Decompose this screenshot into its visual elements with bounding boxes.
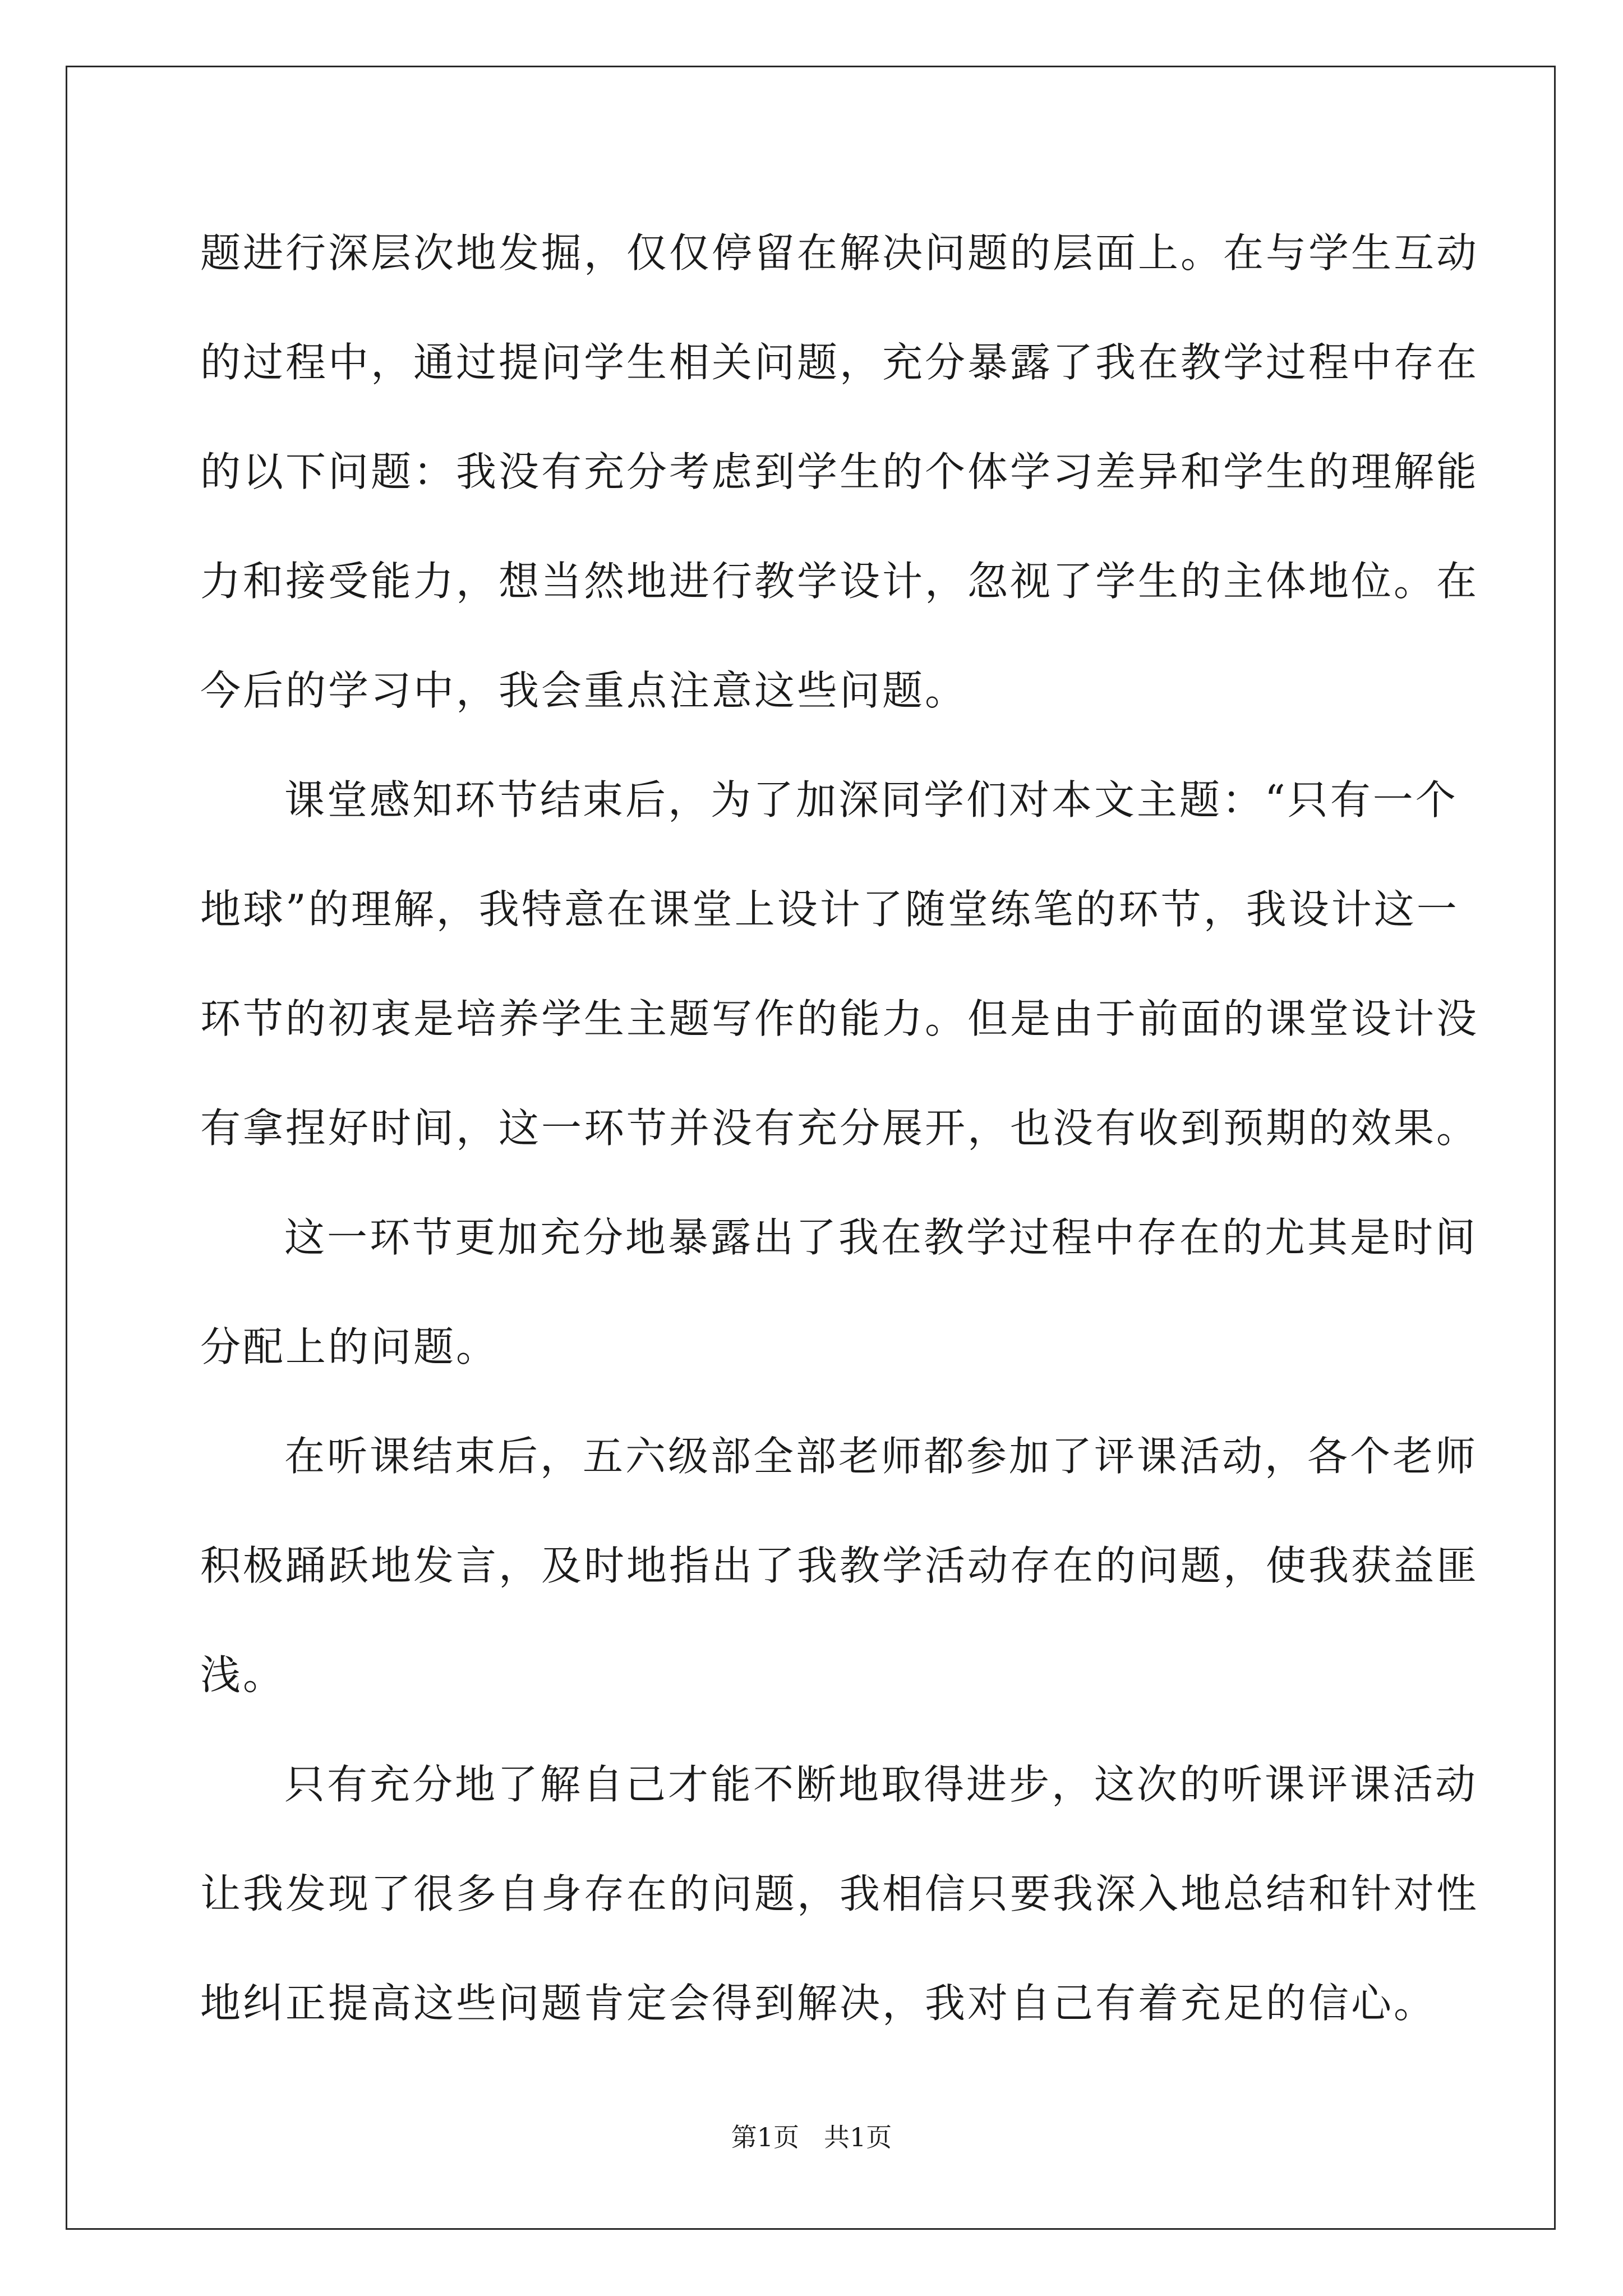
text-line: 力和接受能力，想当然地进行教学设计，忽视了学生的主体地位。在 xyxy=(200,558,1479,605)
text-line: 这一环节更加充分地暴露出了我在教学过程中存在的尤其是时间 xyxy=(284,1214,1478,1261)
text-line: 的过程中，通过提问学生相关问题，充分暴露了我在教学过程中存在 xyxy=(200,339,1479,386)
text-line: 浅。 xyxy=(200,1651,286,1699)
text-line: 积极踊跃地发言，及时地指出了我教学活动存在的问题，使我获益匪 xyxy=(200,1542,1479,1589)
page-footer xyxy=(0,2120,1623,2154)
text-line: 分配上的问题。 xyxy=(200,1323,499,1370)
text-line: 今后的学习中，我会重点注意这些问题。 xyxy=(200,667,968,714)
text-line: 地纠正提高这些问题肯定会得到解决，我对自己有着充足的信心。 xyxy=(200,1980,1437,2027)
text-line: 题进行深层次地发掘，仅仅停留在解决问题的层面上。在与学生互动 xyxy=(200,229,1479,277)
text-line: 课堂感知环节结束后，为了加深同学们对本文主题：“只有一个 xyxy=(284,776,1458,823)
page-number: 第1页 xyxy=(731,2122,800,2152)
text-line: 地球”的理解，我特意在课堂上设计了随堂练笔的环节，我设计这一 xyxy=(200,886,1459,933)
text-line: 在听课结束后，五六级部全部老师都参加了评课活动，各个老师 xyxy=(284,1433,1478,1480)
text-line: 的以下问题：我没有充分考虑到学生的个体学习差异和学生的理解能 xyxy=(200,448,1479,495)
document-body xyxy=(200,222,1479,2081)
text-line: 有拿捏好时间，这一环节并没有充分展开，也没有收到预期的效果。 xyxy=(200,1105,1479,1152)
page-total: 共1页 xyxy=(823,2122,892,2152)
text-line: 让我发现了很多自身存在的问题，我相信只要我深入地总结和针对性 xyxy=(200,1870,1479,1917)
text-line: 环节的初衷是培养学生主题写作的能力。但是由于前面的课堂设计没 xyxy=(200,995,1479,1042)
text-line: 只有充分地了解自己才能不断地取得进步，这次的听课评课活动 xyxy=(284,1761,1478,1808)
